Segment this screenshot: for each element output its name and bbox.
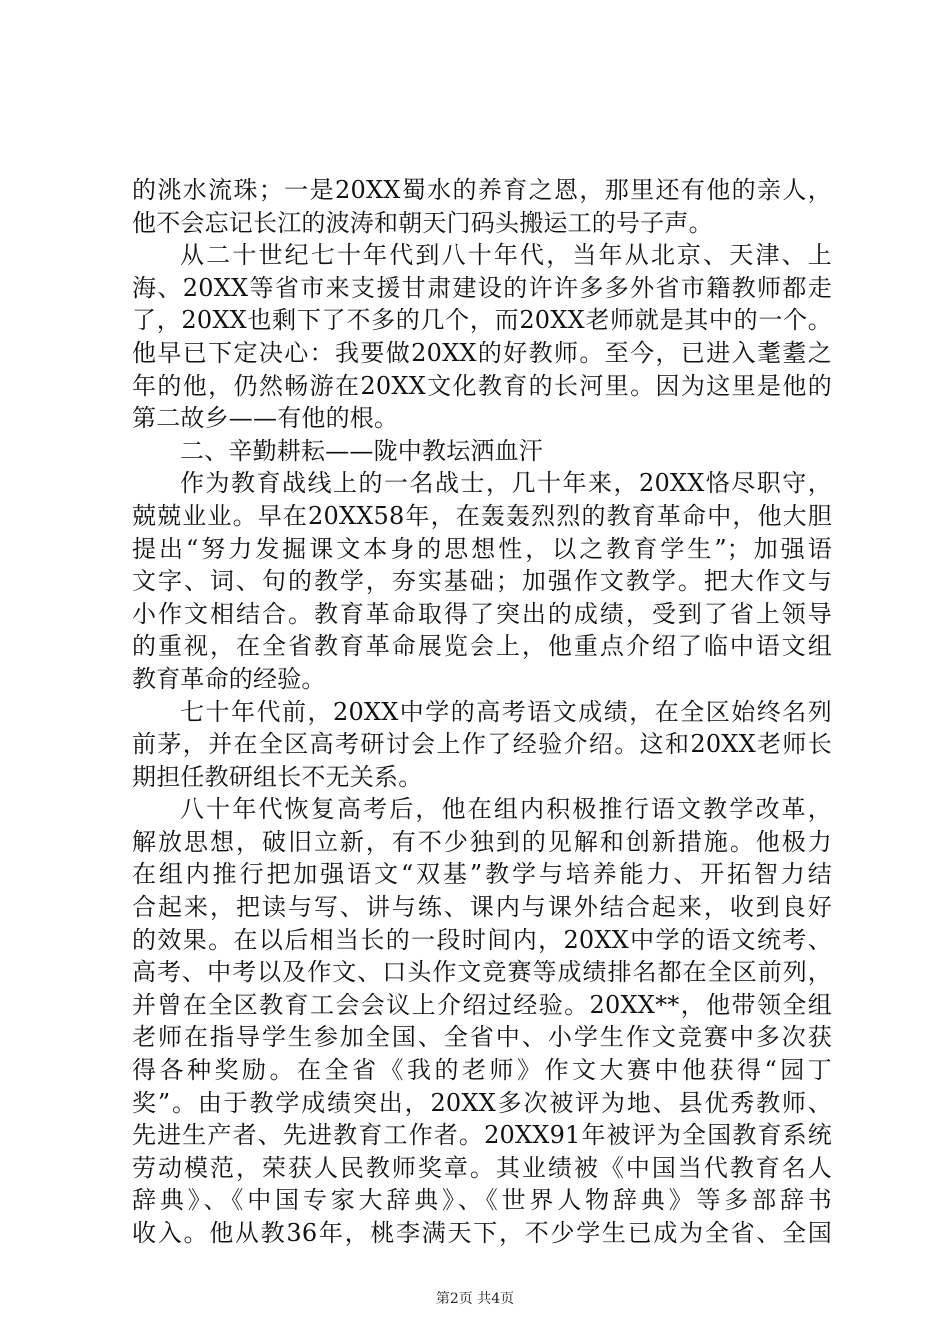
text-line: 提出“努力发掘课文本身的思想性，以之教育学生”；加强语 (132, 534, 832, 563)
text-line: 海、20XX等省市来支援甘肃建设的许许多多外省市籍教师都走 (132, 273, 832, 302)
text-line: 并曾在全区教育工会会议上介绍过经验。20XX**，他带领全组 (132, 990, 832, 1019)
text-line: 二、辛勤耕耘——陇中教坛洒血汗 (180, 436, 543, 465)
text-line: 作为教育战线上的一名战士，几十年来，20XX恪尽职守， (180, 469, 832, 498)
text-line: 的洮水流珠；一是20XX蜀水的养育之恩，那里还有他的亲人， (132, 176, 832, 204)
text-line: 七十年代前，20XX中学的高考语文成绩，在全区始终名列 (180, 697, 832, 726)
text-line: 奖”。由于教学成绩突出，20XX多次被评为地、县优秀教师、 (132, 1088, 832, 1117)
text-line: 的重视，在全省教育革命展览会上，他重点介绍了临中语文组 (132, 632, 832, 661)
text-line: 合起来，把读与写、讲与练、课内与课外结合起来，收到良好 (132, 893, 832, 922)
text-line: 先进生产者、先进教育工作者。20XX91年被评为全国教育系统 (132, 1121, 832, 1150)
text-line: 老师在指导学生参加全国、全省中、小学生作文竞赛中多次获 (132, 1023, 832, 1052)
text-line: 劳动模范，荣获人民教师奖章。其业绩被《中国当代教育名人 (132, 1153, 832, 1182)
text-line: 了，20XX也剩下了不多的几个，而20XX老师就是其中的一个。 (132, 306, 832, 335)
text-line: 他不会忘记长江的波涛和朝天门码头搬运工的号子声。 (132, 208, 713, 237)
text-line: 从二十世纪七十年代到八十年代，当年从北京、天津、上 (180, 241, 832, 270)
text-line: 期担任教研组长不无关系。 (132, 762, 423, 791)
text-line: 教育革命的经验。 (132, 664, 326, 693)
text-line: 解放思想，破旧立新，有不少独到的见解和创新措施。他极力 (132, 827, 832, 856)
text-line: 辞典》、《中国专家大辞典》、《世界人物辞典》等多部辞书 (132, 1186, 832, 1215)
text-line: 得各种奖励。在全省《我的老师》作文大赛中他获得“园丁 (132, 1056, 832, 1085)
text-line: 前茅，并在全区高考研讨会上作了经验介绍。这和20XX老师长 (132, 730, 832, 759)
text-line: 他早已下定决心：我要做20XX的好教师。至今，已进入耄耋之 (132, 338, 832, 367)
text-line: 高考、中考以及作文、口头作文竞赛等成绩排名都在全区前列， (132, 958, 832, 987)
document-body (132, 174, 832, 1250)
text-line: 文字、词、句的教学，夯实基础；加强作文教学。把大作文与 (132, 567, 832, 596)
text-line: 年的他，仍然畅游在20XX文化教育的长河里。因为这里是他的 (132, 371, 832, 400)
text-line: 八十年代恢复高考后，他在组内积极推行语文教学改革， (180, 795, 832, 824)
text-line: 兢兢业业。早在20XX58年，在轰轰烈烈的教育革命中，他大胆 (132, 501, 832, 530)
text-line: 第二故乡——有他的根。 (132, 404, 399, 433)
text-line: 收入。他从教36年，桃李满天下，不少学生已成为全省、全国 (132, 1219, 832, 1247)
text-line: 的效果。在以后相当长的一段时间内，20XX中学的语文统考、 (132, 925, 832, 954)
text-line: 在组内推行把加强语文“双基”教学与培养能力、开拓智力结 (132, 860, 832, 889)
text-line: 小作文相结合。教育革命取得了突出的成绩，受到了省上领导 (132, 599, 832, 628)
page-number-footer: 第2页 共4页 (435, 1291, 515, 1307)
